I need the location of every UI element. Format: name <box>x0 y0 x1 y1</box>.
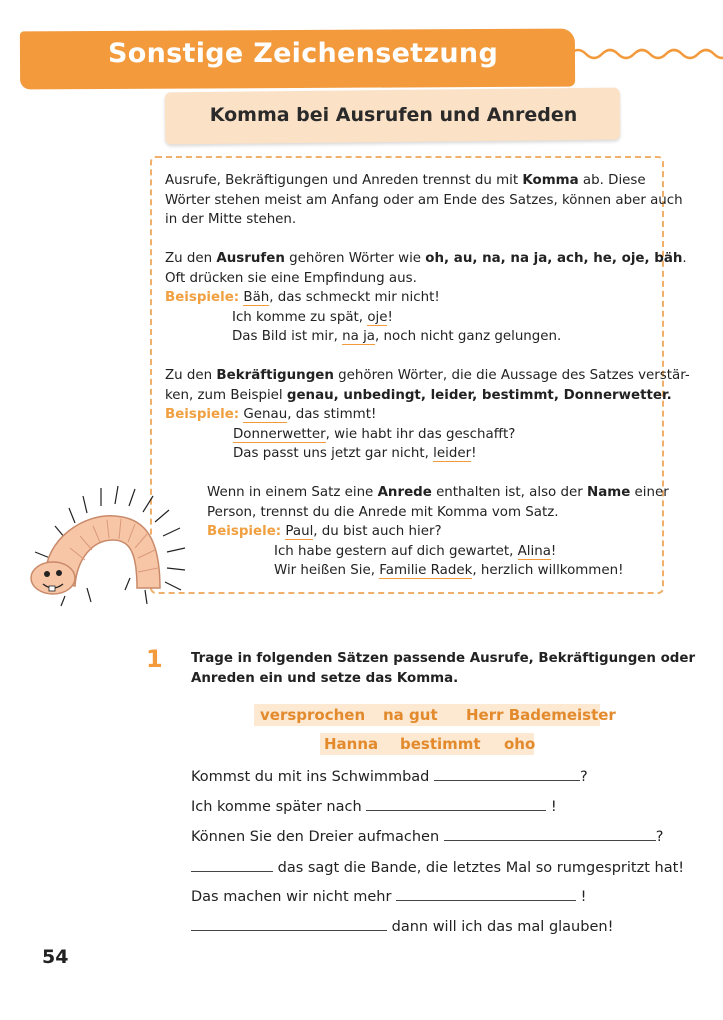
word-chip: Hanna <box>324 735 379 753</box>
exercise-task: Trage in folgenden Sätzen passende Ausrufe, Bekräftigungen oder Anreden ein und setze das Komma. <box>191 651 696 686</box>
page-title: Sonstige Zeichensetzung <box>108 38 499 69</box>
word-chip: versprochen <box>260 706 366 724</box>
word-chip: na gut <box>383 706 438 724</box>
page-number: 54 <box>42 946 69 968</box>
beispiele-label: Beispiele: <box>165 290 240 305</box>
word-chip: oho <box>504 735 536 753</box>
anrede-section: Wenn in einem Satz eine Anrede enthalten ist, also der Name einer Person, trennst du die Anrede mit Komma vom Satz. Beispiele: Paul, du bist auch hier? Ich habe gestern auf dich gewartet, Alina! Wir heißen Sie, Familie Radek, herzlich willkommen! <box>207 485 669 578</box>
answer-blank[interactable] <box>191 916 387 931</box>
beispiele-label: Beispiele: <box>207 524 282 539</box>
page-subtitle: Komma bei Ausrufen und Anreden <box>209 104 578 126</box>
word-chip: Herr Bademeister <box>466 706 616 724</box>
answer-blank[interactable] <box>366 796 546 811</box>
sentence-2: Ich komme später nach ! <box>191 796 557 815</box>
sentence-3: Können Sie den Dreier aufmachen ? <box>191 826 663 845</box>
word-chip: bestimmt <box>400 735 481 753</box>
answer-blank[interactable] <box>396 886 576 901</box>
answer-blank[interactable] <box>434 766 580 781</box>
sentence-1: Kommst du mit ins Schwimmbad ? <box>191 766 588 785</box>
answer-blank[interactable] <box>444 826 656 841</box>
caterpillar-illustration <box>25 478 205 608</box>
intro-text: Ausrufe, Bekräftigungen und Anreden trennst du mit Komma ab. Diese Wörter stehen meist am Anfang oder am Ende des Satzes, können aber auch in der Mitte stehen. <box>165 173 683 227</box>
sentence-4: das sagt die Bande, die letztes Mal so rumgespritzt hat! <box>191 857 684 876</box>
ausrufe-section: Zu den Ausrufen gehören Wörter wie oh, au, na, na ja, ach, he, oje, bäh. Oft drücken sie eine Empfindung aus. Beispiele: Bäh, das schmeckt mir nicht! Ich komme zu spät, oje! Das Bild ist mir, na ja, noch nicht ganz gelungen. <box>165 251 687 344</box>
beispiele-label: Beispiele: <box>165 407 240 422</box>
word-bank-row-2 <box>320 733 534 755</box>
bekraeftigungen-section: Zu den Bekräftigungen gehören Wörter, die die Aussage des Satzes verstär- ken, zum Beispiel genau, unbedingt, leider, bestimmt, Donnerwetter. Beispiele: Genau, das stimmt! Donnerwetter, wie habt ihr das geschafft? Das passt uns jetzt gar nicht, leider! <box>165 368 690 461</box>
word-bank-row-1 <box>254 704 616 726</box>
wavy-line-decoration <box>570 42 723 62</box>
answer-blank[interactable] <box>191 857 273 872</box>
sentence-6: dann will ich das mal glauben! <box>191 916 613 935</box>
exercise-number: 1 <box>146 645 163 673</box>
sentence-5: Das machen wir nicht mehr ! <box>191 886 586 905</box>
